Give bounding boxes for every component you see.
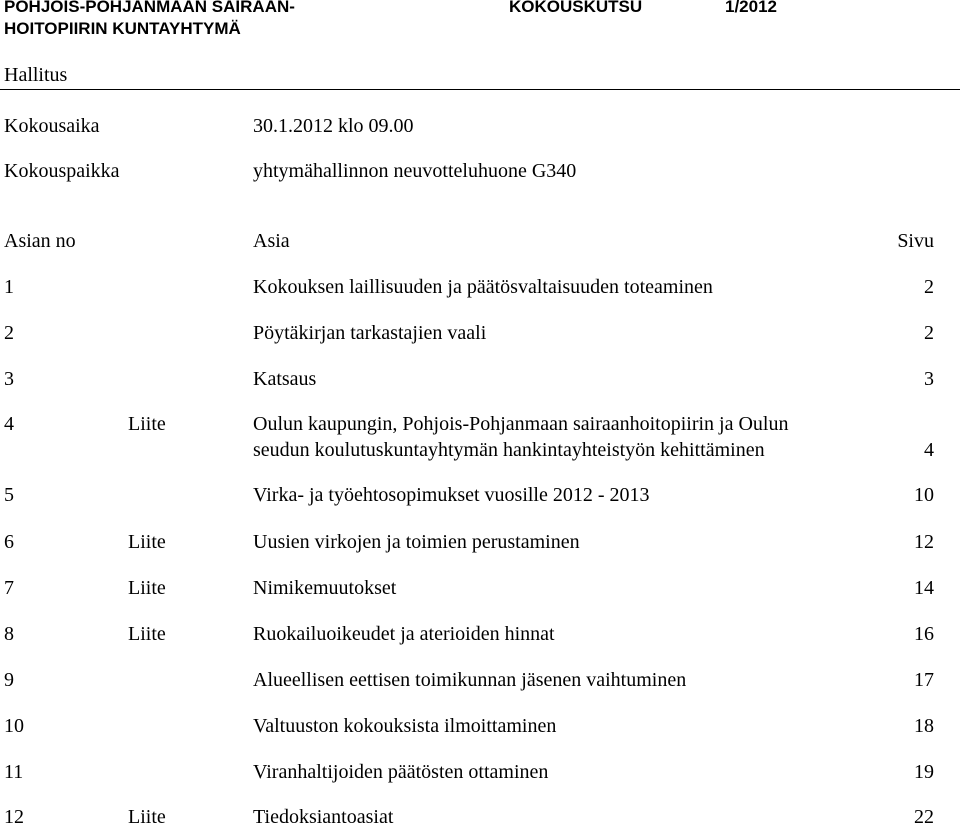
item-attachment-marker: Liite [128,413,166,435]
document-number: 1/2012 [725,0,777,16]
meeting-place-value: yhtymähallinnon neuvotteluhuone G340 [253,160,577,182]
organization-name-line-2: HOITOPIIRIN KUNTAYHTYMÄ [4,19,241,38]
item-page: 4 [924,439,934,461]
item-number: 11 [4,761,24,783]
item-attachment-marker: Liite [128,806,166,828]
item-title: Virka- ja työehtosopimukset vuosille 2012 - 2013 [253,484,650,506]
item-page: 3 [924,368,934,390]
item-title: Uusien virkojen ja toimien perustaminen [253,531,580,553]
meeting-place-label: Kokouspaikka [4,160,120,182]
item-number: 10 [4,715,24,737]
item-title: Nimikemuutokset [253,577,397,599]
item-page: 17 [914,669,934,691]
item-page: 14 [914,577,934,599]
item-number: 2 [4,322,14,344]
column-header-item: Asia [253,230,290,252]
item-title: Tiedoksiantoasiat [253,806,394,828]
document-type: KOKOUSKUTSU [509,0,643,16]
item-attachment-marker: Liite [128,577,166,599]
item-attachment-marker: Liite [128,623,166,645]
item-page: 10 [914,484,934,506]
item-attachment-marker: Liite [128,531,166,553]
column-header-item-number: Asian no [4,230,76,252]
column-header-page: Sivu [897,230,934,252]
item-title: Valtuuston kokouksista ilmoittaminen [253,715,557,737]
meeting-time-label: Kokousaika [4,115,100,137]
item-title: Alueellisen eettisen toimikunnan jäsenen vaihtuminen [253,669,687,691]
item-title: Oulun kaupungin, Pohjois-Pohjanmaan sairaanhoitopiirin ja Oulun [253,413,789,435]
item-title: Ruokailuoikeudet ja aterioiden hinnat [253,623,555,645]
item-page: 12 [914,531,934,553]
item-page: 18 [914,715,934,737]
item-number: 5 [4,484,14,506]
item-page: 2 [924,276,934,298]
item-title: Viranhaltijoiden päätösten ottaminen [253,761,549,783]
organization-name-line-1: POHJOIS-POHJANMAAN SAIRAAN- [4,0,295,16]
item-title: Pöytäkirjan tarkastajien vaali [253,322,487,344]
item-number: 8 [4,623,14,645]
item-page: 22 [914,806,934,828]
item-number: 3 [4,368,14,390]
item-number: 9 [4,669,14,691]
item-page: 2 [924,322,934,344]
item-number: 1 [4,276,14,298]
item-number: 4 [4,413,14,435]
item-number: 12 [4,806,24,828]
board-name: Hallitus [4,64,68,86]
meeting-time-value: 30.1.2012 klo 09.00 [253,115,414,137]
item-title: Kokouksen laillisuuden ja päätösvaltaisuuden toteaminen [253,276,713,298]
item-number: 7 [4,577,14,599]
item-page: 19 [914,761,934,783]
item-title-continued: seudun koulutuskuntayhtymän hankintayhteistyön kehittäminen [253,439,765,461]
item-number: 6 [4,531,14,553]
item-page: 16 [914,623,934,645]
item-title: Katsaus [253,368,317,390]
